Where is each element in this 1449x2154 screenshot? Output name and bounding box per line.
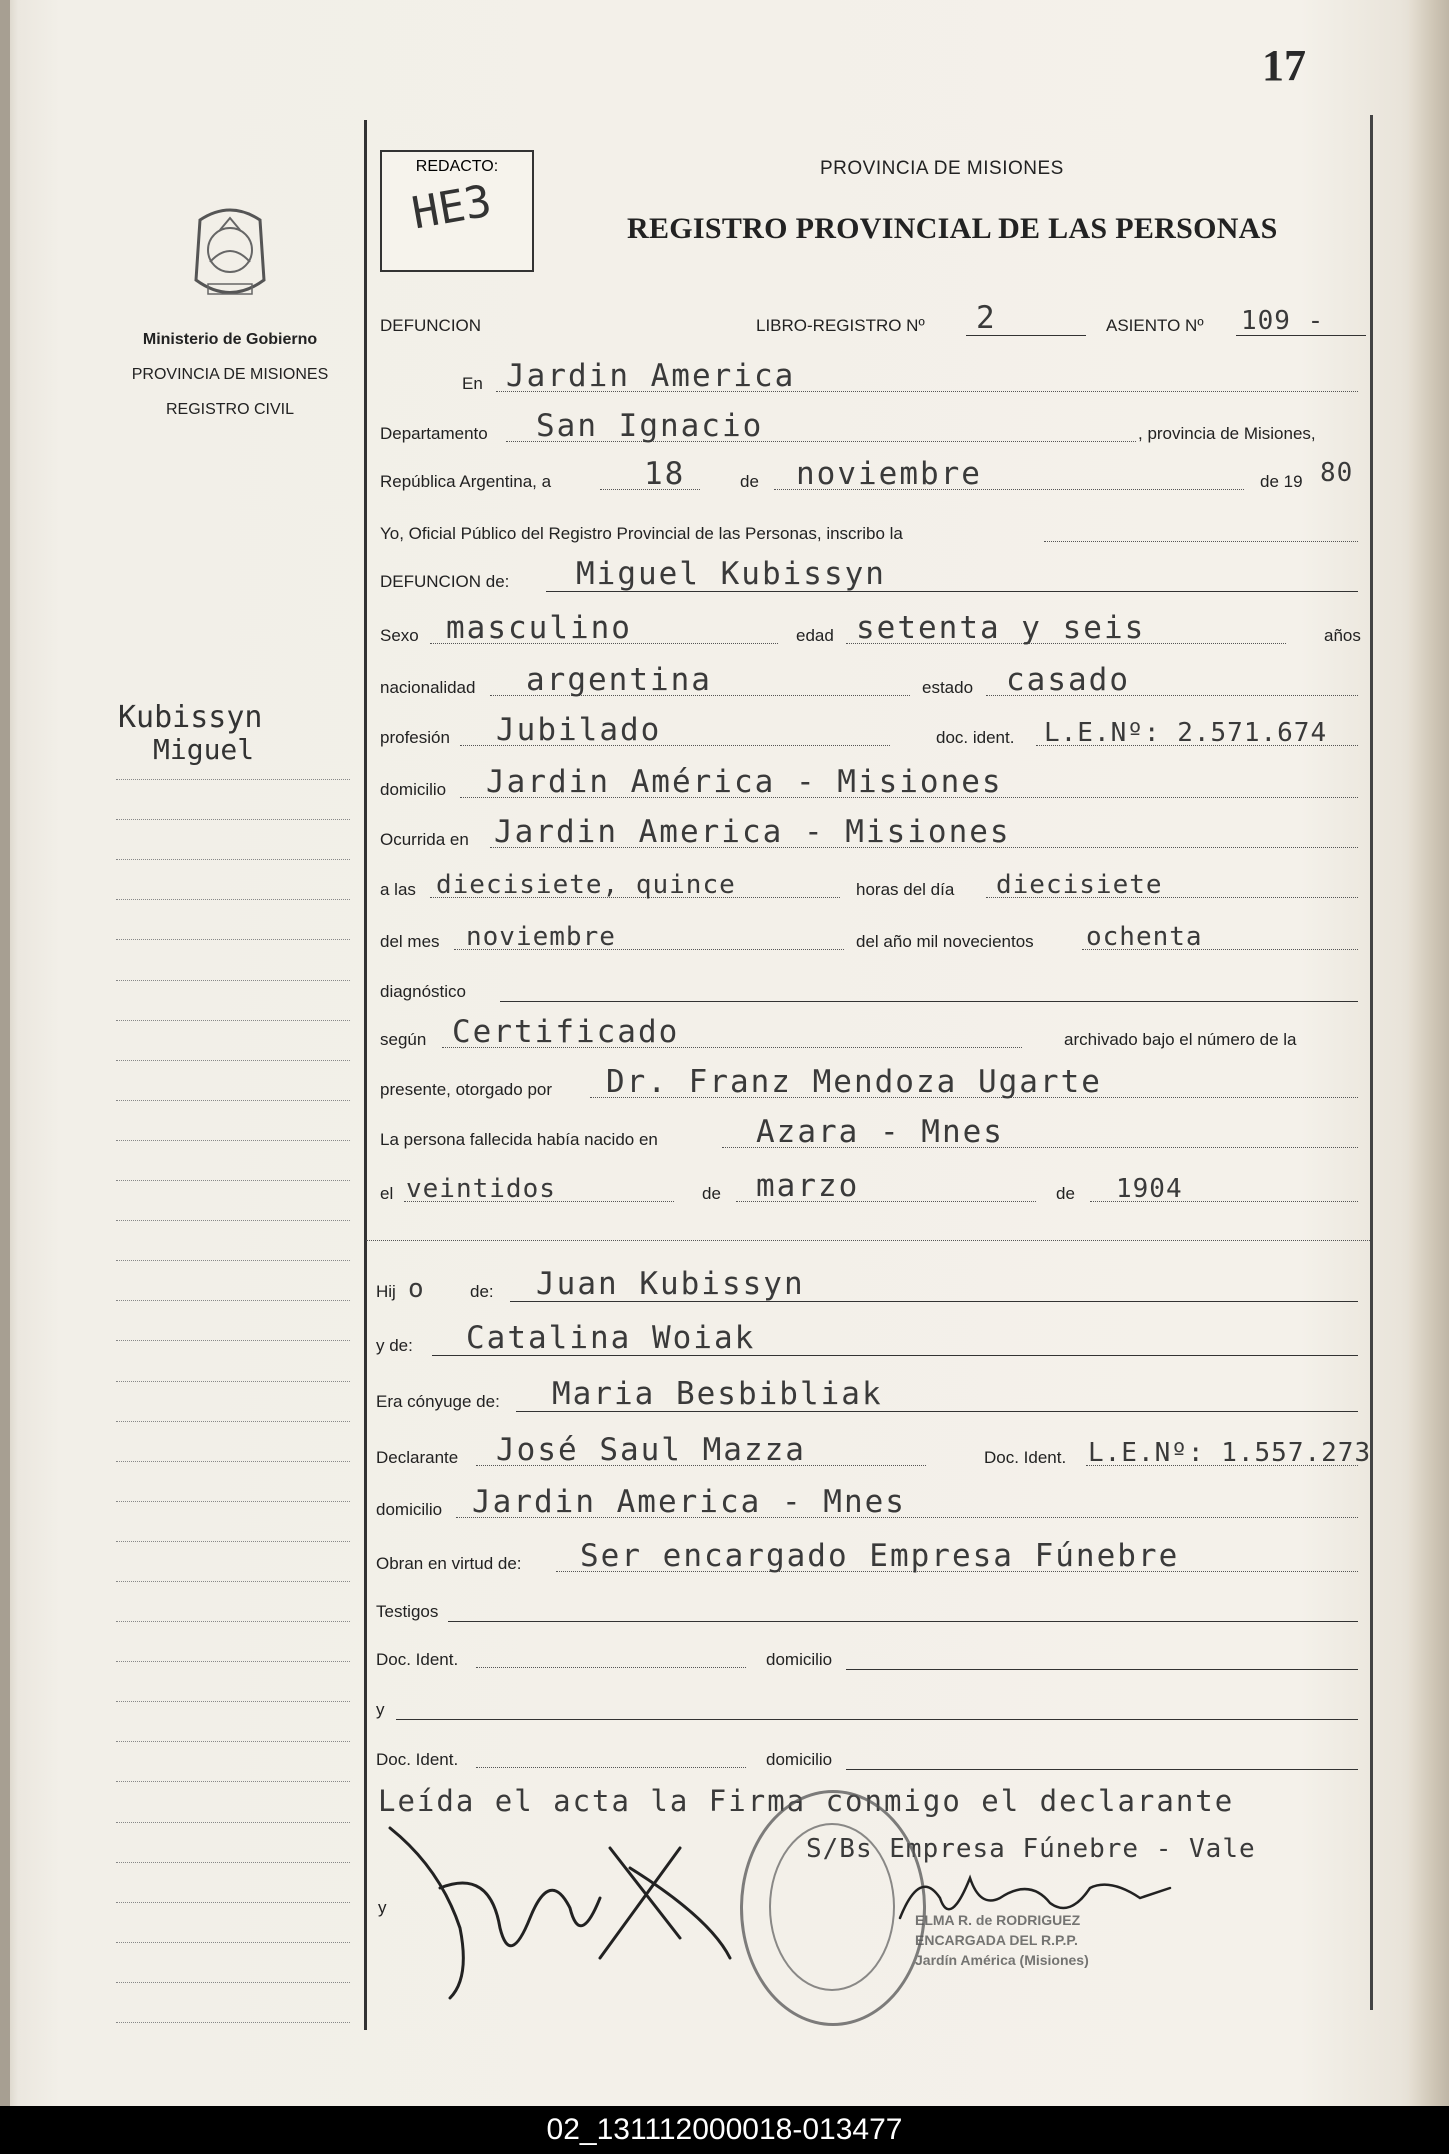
row-departamento <box>376 410 1366 450</box>
dia-value: diecisiete <box>996 870 1163 900</box>
testigo2-doc-label: Doc. Ident. <box>376 1750 459 1769</box>
del-mes-label: del mes <box>380 932 440 951</box>
declarant-signature-icon <box>380 1808 740 2008</box>
defuncion-de-label: DEFUNCION de: <box>380 572 510 591</box>
row-oficial <box>376 510 1366 550</box>
row-testigos <box>376 1588 1366 1628</box>
birth-de1: de <box>702 1184 721 1203</box>
edad-value: setenta y seis <box>856 610 1146 646</box>
row-testigo-y <box>376 1686 1366 1726</box>
row-en <box>376 360 1366 400</box>
obran-label: Obran en virtud de: <box>376 1554 522 1573</box>
a-las-value: diecisiete, quince <box>436 870 736 900</box>
testigo1-doc-label: Doc. Ident. <box>376 1650 459 1669</box>
asiento-label: ASIENTO Nº <box>1106 316 1204 335</box>
obran-value: Ser encargado Empresa Fúnebre <box>580 1538 1180 1574</box>
anos-label: años <box>1324 626 1361 645</box>
row-ocurrida <box>376 816 1366 856</box>
frame-right-rule <box>1370 115 1373 2010</box>
presente-value: Dr. Franz Mendoza Ugarte <box>606 1064 1102 1100</box>
oficial-text: Yo, Oficial Público del Registro Provincial de las Personas, inscribo la <box>380 524 903 543</box>
conyuge-label: Era cónyuge de: <box>376 1392 500 1411</box>
month-value: noviembre <box>796 456 982 492</box>
row-testigo-doc1 <box>376 1636 1366 1676</box>
de-year-label: de 19 <box>1260 472 1303 491</box>
row-decl-domicilio <box>376 1486 1366 1526</box>
day-value: 18 <box>644 456 686 492</box>
deceased-name: Miguel Kubissyn <box>576 556 886 592</box>
nacido-label: La persona fallecida había nacido en <box>380 1130 658 1149</box>
redacto-value: HE3 <box>408 175 496 240</box>
nacido-value: Azara - Mnes <box>756 1114 1004 1150</box>
anio-value: ochenta <box>1086 922 1203 952</box>
provincia-suffix: , provincia de Misiones, <box>1138 424 1316 443</box>
asiento-value: 109 - <box>1241 306 1325 336</box>
domicilio-label: domicilio <box>380 780 447 799</box>
ministry-province: PROVINCIA DE MISIONES <box>131 366 329 383</box>
testigo-y-label: y <box>376 1700 385 1719</box>
margin-ruled-lines <box>116 740 350 2023</box>
decl-doc-label: Doc. Ident. <box>984 1448 1067 1467</box>
ocurrida-label: Ocurrida en <box>380 830 469 849</box>
header-province: PROVINCIA DE MISIONES <box>820 158 1064 179</box>
row-nacionalidad <box>376 664 1366 704</box>
officer-name: ELMA R. de RODRIGUEZ <box>915 1912 1081 1928</box>
libro-label: LIBRO-REGISTRO Nº <box>756 316 925 335</box>
declarante-label: Declarante <box>376 1448 459 1467</box>
doc-value: L.E.Nº: 2.571.674 <box>1044 718 1328 748</box>
domicilio-value: Jardin América - Misiones <box>486 764 1003 800</box>
row-hijo <box>376 1268 1366 1308</box>
registry-title: REGISTRO PROVINCIAL DE LAS PERSONAS <box>627 212 1278 245</box>
republica-label: República Argentina, a <box>380 472 552 491</box>
row-birthdate <box>376 1170 1366 1210</box>
sexo-value: masculino <box>446 610 632 646</box>
closing-line1: Leída el acta la Firma conmigo el declarante <box>378 1784 1235 1818</box>
en-value: Jardin America <box>506 358 796 394</box>
birth-day: veintidos <box>406 1174 556 1204</box>
row-hora <box>376 866 1366 906</box>
nacionalidad-label: nacionalidad <box>380 678 476 697</box>
officer-place: Jardín América (Misiones) <box>915 1952 1089 1968</box>
mes-value: noviembre <box>466 922 616 952</box>
decl-doc-value: L.E.Nº: 1.557.273 <box>1088 1438 1372 1468</box>
section-divider <box>366 1240 1370 1241</box>
province-emblem-icon <box>180 200 280 310</box>
row-domicilio <box>376 766 1366 806</box>
birth-de2: de <box>1056 1184 1075 1203</box>
y-de-label: y de: <box>376 1336 413 1355</box>
row-nacido <box>376 1116 1366 1156</box>
hijo-suffix: o <box>408 1274 425 1304</box>
en-label: En <box>462 374 483 393</box>
officer-role: ENCARGADA DEL R.P.P. <box>915 1932 1078 1948</box>
frame-left-rule <box>364 120 367 2030</box>
doc-label: doc. ident. <box>936 728 1015 747</box>
row-declarante <box>376 1432 1372 1474</box>
ministry-block <box>110 322 350 427</box>
row-fecha <box>376 458 1366 498</box>
row-profesion <box>376 714 1366 754</box>
testigo1-domicilio-label: domicilio <box>766 1650 833 1669</box>
page-edge <box>0 0 10 2106</box>
profesion-value: Jubilado <box>496 712 662 748</box>
scan-id-footer: 02_131112000018-013477 <box>0 2106 1449 2154</box>
birth-month: marzo <box>756 1168 860 1204</box>
segun-value: Certificado <box>452 1014 680 1050</box>
testigo2-domicilio-label: domicilio <box>766 1750 833 1769</box>
profesion-label: profesión <box>380 728 450 747</box>
conyuge-value: Maria Besbibliak <box>552 1376 883 1412</box>
year-value: 80 <box>1320 458 1354 488</box>
decl-domicilio-label: domicilio <box>376 1500 443 1519</box>
ministry-name: Ministerio de Gobierno <box>142 331 318 348</box>
segun-label: según <box>380 1030 427 1049</box>
row-segun <box>376 1016 1366 1056</box>
sexo-label: Sexo <box>380 626 419 645</box>
row-madre <box>376 1322 1366 1362</box>
decl-domicilio-value: Jardin America - Mnes <box>472 1484 906 1520</box>
el-label: el <box>380 1184 394 1203</box>
redacto-box <box>380 150 534 272</box>
departamento-label: Departamento <box>380 424 488 443</box>
father-name: Juan Kubissyn <box>536 1266 805 1302</box>
birth-year: 1904 <box>1116 1174 1183 1204</box>
ministry-registry: REGISTRO CIVIL <box>165 401 295 418</box>
margin-note-surname: Kubissyn <box>118 700 263 735</box>
horas-label: horas del día <box>856 880 955 899</box>
row-sexo <box>376 612 1366 652</box>
de-label: de <box>740 472 759 491</box>
diagnostico-label: diagnóstico <box>380 982 467 1001</box>
presente-label: presente, otorgado por <box>380 1080 553 1099</box>
record-type-label: DEFUNCION <box>380 316 482 335</box>
departamento-value: San Ignacio <box>536 408 764 444</box>
closing-y: y <box>378 1898 387 1917</box>
row-conyuge <box>376 1378 1366 1418</box>
book-edge <box>1409 0 1449 2106</box>
row-diagnostico <box>376 968 1366 1008</box>
edad-label: edad <box>796 626 834 645</box>
redacto-label: REDACTO: <box>415 158 499 175</box>
closing-line2: S/Bs Empresa Fúnebre - Vale <box>806 1834 1256 1864</box>
testigos-label: Testigos <box>376 1602 439 1621</box>
row-presente <box>376 1066 1366 1106</box>
libro-value: 2 <box>976 300 997 336</box>
declarante-value: José Saul Mazza <box>496 1432 806 1468</box>
margin-note-firstname: Miguel <box>153 733 255 766</box>
hijo-label: Hij <box>376 1282 396 1301</box>
row-testigo-doc2 <box>376 1736 1366 1776</box>
row-mes <box>376 918 1366 958</box>
nacionalidad-value: argentina <box>526 662 712 698</box>
officer-stamp-text <box>915 1910 1175 1970</box>
hijo-de-label: de: <box>470 1282 494 1301</box>
a-las-label: a las <box>380 880 416 899</box>
estado-label: estado <box>922 678 974 697</box>
anio-label: del año mil novecientos <box>856 932 1034 951</box>
ocurrida-value: Jardin America - Misiones <box>494 814 1011 850</box>
archivado-label: archivado bajo el número de la <box>1064 1030 1297 1049</box>
row-deceased <box>376 558 1366 598</box>
page-number: 17 <box>1262 41 1306 90</box>
row-obran <box>376 1540 1366 1580</box>
row-libro <box>376 302 1366 342</box>
estado-value: casado <box>1006 662 1130 698</box>
mother-name: Catalina Woiak <box>466 1320 756 1356</box>
